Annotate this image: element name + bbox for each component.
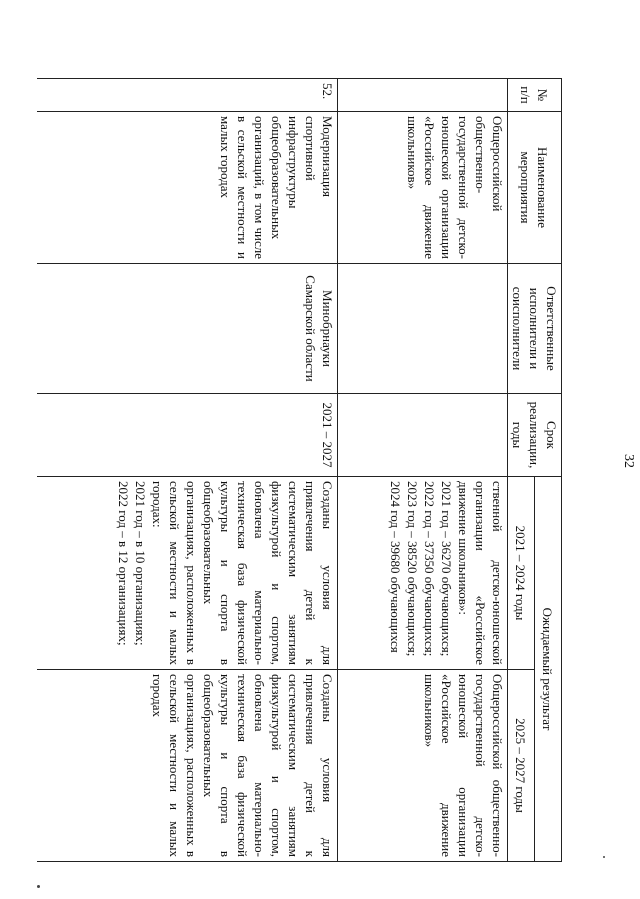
table-row <box>338 79 508 862</box>
row-name: Модернизация спортивной инфраструктуры общеобразовательных организаций, в том числе в сельской местности и малых городах <box>38 112 338 264</box>
row-num: 52. <box>38 79 338 112</box>
scan-speck <box>37 885 40 888</box>
result-line: Созданы условия для привлечения детей к систематическим занятиям физкультурой и спортом, обновлена материально-техническая база физической культуры и спорта в общеобразовательных организациях, расположенных в сельской местности и малых городах: <box>150 481 335 665</box>
result-line: 2021 год – в 10 организациях; <box>133 481 148 646</box>
row-result-1 <box>338 477 508 670</box>
result-line: 2024 год – 39680 обучающихся <box>388 481 403 653</box>
measures-table <box>38 78 563 862</box>
row-result-2 <box>38 670 338 862</box>
row-result-2 <box>338 670 508 862</box>
row-result-1 <box>38 477 338 670</box>
row-responsible: Минобрнауки Самарской области <box>38 264 338 394</box>
row-name: Общероссийской общественно-государственной детско-юношеской организации «Российское движение школьников» <box>338 112 508 264</box>
header-name: Наименование мероприятия <box>508 112 562 264</box>
row-term <box>338 394 508 477</box>
header-responsible: Ответственные исполнители и соисполнители <box>508 264 562 394</box>
header-num: № п/п <box>508 79 562 112</box>
result-line: Общероссийской общественно-государственной детско-юношеской организации «Российское движение школьников» <box>422 674 505 857</box>
result-line: ственной детско-юношеской организации «Российское движение школьников»: <box>456 481 505 665</box>
row-term: 2021 – 2027 <box>38 394 338 477</box>
row-num <box>338 79 508 112</box>
header-expected: Ожидаемый результат <box>535 477 562 862</box>
result-line: Созданы условия для привлечения детей к систематическим занятиям физкультурой и спортом, обновлена материально-техническая база физической культуры и спорта в общеобразовательных организациях, расположенных в сельской местности и малых городах <box>150 674 335 857</box>
result-line: 2022 год – 37350 обучающихся; <box>422 481 437 657</box>
header-period-1: 2021 – 2024 годы <box>508 477 535 670</box>
header-term: Срок реализации, годы <box>508 394 562 477</box>
result-line: 2022 год – в 12 организациях; <box>116 481 131 646</box>
row-responsible <box>338 264 508 394</box>
result-line: 2021 год – 36270 обучающихся; <box>439 481 454 657</box>
page-number: 32 <box>621 454 636 468</box>
table-row <box>38 79 338 862</box>
header-period-2: 2025 – 2027 годы <box>508 670 535 862</box>
result-line: 2023 год – 38520 обучающихся; <box>405 481 420 657</box>
scan-speck <box>603 856 605 858</box>
